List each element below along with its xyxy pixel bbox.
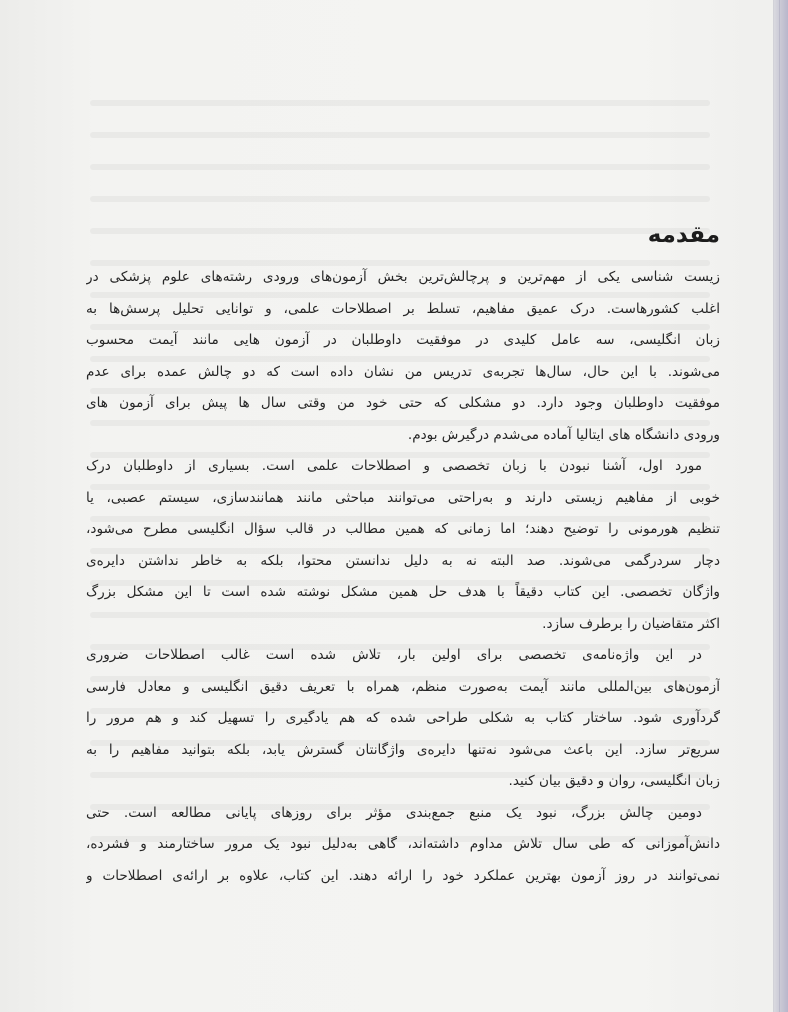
text-line: گردآوری شود. ساختار کتاب به شکلی طراحی شده که هم یادگیری را تسهیل کند و هم مرور را <box>86 710 720 726</box>
text-line: مورد اول، آشنا نبودن با زبان تخصصی و اصطلاحات علمی است. بسیاری از داوطلبان درک <box>86 458 702 474</box>
text-line: سریع‌تر سازد. این باعث می‌شود نه‌تنها دایره‌ی واژگانتان گسترش یابد، بلکه بتوانید مفاهیم را به <box>86 741 720 758</box>
paragraph-4 <box>86 798 720 893</box>
text-line: واژگان تخصصی. این کتاب دقیقاً با هدف حل همین مشکل نوشته شده است تا این مشکل بزرگ <box>86 584 720 600</box>
text-line: دچار سردرگمی می‌شوند. صد البته نه به دلیل ندانستن محتوا، بلکه به خاطر نداشتن دایره‌ی <box>86 552 720 569</box>
text-line: اغلب کشورهاست. درک عمیق مفاهیم، تسلط بر اصطلاحات علمی، و توانایی تحلیل پرسش‌ها به <box>86 300 720 317</box>
text-line: می‌شوند. با این حال، سال‌ها تجربه‌ی تدریس من نشان داده است که دو چالش عمده برای عدم <box>86 363 720 380</box>
text-line: موفقیت داوطلبان وجود دارد. دو مشکلی که حتی خود من وقتی سال ها پیش برای آزمون های <box>86 395 720 411</box>
page-edge <box>773 0 788 1012</box>
paragraph-1 <box>86 262 720 451</box>
text-line: زبان انگلیسی، روان و دقیق بیان کنید. <box>508 773 720 789</box>
text-line: در این واژه‌نامه‌ی تخصصی برای اولین بار، تلاش شده است غالب اصطلاحات ضروری <box>86 647 702 663</box>
text-line: زبان انگلیسی، سه عامل کلیدی در موفقیت داوطلبان در آزمون هایی مانند آیمت محسوب <box>86 332 720 348</box>
text-line: نمی‌توانند در روز آزمون بهترین عملکرد خود را ارائه دهند. این کتاب، علاوه بر ارائه‌ی اصطلاحات و <box>86 867 720 884</box>
text-line: تنظیم هورمونی را توضیح دهند؛ اما زمانی که همین مطالب در قالب سؤال انگلیسی مطرح می‌شود، <box>86 521 720 537</box>
text-line: دومین چالش بزرگ، نبود یک منبع جمع‌بندی مؤثر برای روزهای پایانی مطالعه است. حتی <box>86 804 702 821</box>
text-line: اکثر متقاضیان را برطرف سازد. <box>542 615 720 632</box>
text-line: ورودی دانشگاه های ایتالیا آماده می‌شدم درگیرش بودم. <box>407 426 720 443</box>
page-title: مقدمه <box>647 222 720 248</box>
paragraph-2 <box>86 451 720 640</box>
page-content <box>86 222 720 892</box>
text-line: دانش‌آموزانی که طی سال تلاش مداوم داشته‌اند، گاهی به‌دلیل نبود یک مرور ساختارمند و فشرده، <box>86 836 720 852</box>
text-line: زیست شناسی یکی از مهم‌ترین و پرچالش‌ترین بخش آزمون‌های ورودی رشته‌های علوم پزشکی در <box>86 269 720 285</box>
paragraph-3 <box>86 640 720 798</box>
text-line: آزمون‌های بین‌المللی مانند آیمت به‌صورت منظم، همراه با تعریف دقیق انگلیسی و معادل فارسی <box>86 678 720 695</box>
text-line: خوبی از مفاهیم زیستی دارند و به‌راحتی می‌توانند مباحثی مانند همانندسازی، سیستم عصبی، یا <box>86 489 720 506</box>
